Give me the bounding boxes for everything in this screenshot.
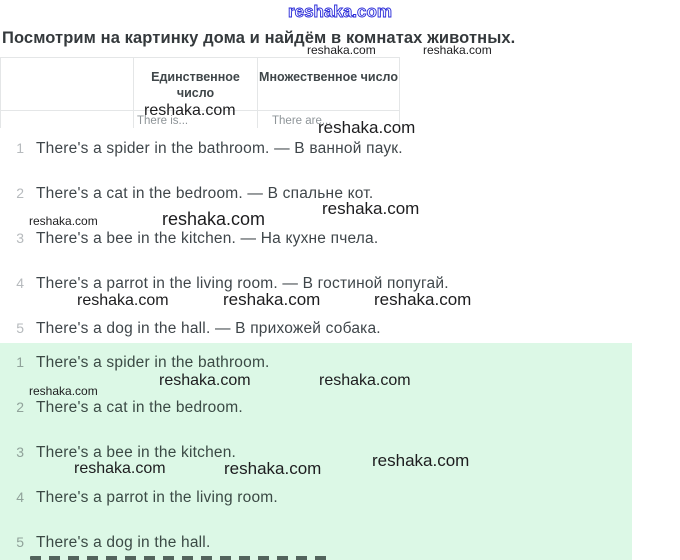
page-title: Посмотрим на картинку дома и найдём в комнатах животных. bbox=[2, 29, 516, 47]
site-watermark-logo: reshaka.com bbox=[288, 2, 392, 21]
site-watermark: reshaka.com bbox=[372, 451, 470, 470]
list-item bbox=[0, 399, 632, 444]
list-item-text: There's a bee in the kitchen. bbox=[36, 444, 237, 461]
list-item bbox=[0, 275, 640, 320]
list-item bbox=[0, 185, 640, 230]
list-item-text: There's a dog in the hall. bbox=[36, 534, 211, 551]
list-item-text: There's a dog in the hall. — В прихожей собака. bbox=[36, 320, 381, 337]
list-item-number: 2 bbox=[16, 399, 24, 415]
site-watermark: reshaka.com bbox=[307, 43, 376, 57]
table-header-singular: Единственное число bbox=[133, 58, 257, 110]
list-item-number: 5 bbox=[16, 534, 24, 550]
table-empty-cell bbox=[1, 110, 133, 128]
table-cell-there-are: There are... bbox=[257, 110, 399, 128]
list-item-text: There's a bee in the kitchen. — На кухне пчела. bbox=[36, 230, 379, 247]
list-item-text: There's a spider in the bathroom. — В ванной паук. bbox=[36, 140, 403, 157]
list-item-text: There's a cat in the bedroom. — В спальне кот. bbox=[36, 185, 374, 202]
list-item bbox=[0, 230, 640, 275]
list-item-number: 3 bbox=[16, 444, 24, 460]
table-empty-header-cell bbox=[1, 58, 133, 110]
site-watermark: reshaka.com bbox=[77, 292, 169, 309]
site-watermark: reshaka.com bbox=[223, 290, 321, 309]
site-watermark: reshaka.com bbox=[322, 199, 420, 218]
list-item bbox=[0, 489, 632, 534]
list-item-number: 1 bbox=[16, 140, 24, 156]
list-item-number: 3 bbox=[16, 230, 24, 246]
site-watermark: reshaka.com bbox=[159, 372, 251, 389]
site-watermark: reshaka.com bbox=[29, 214, 98, 228]
list-item-text: There's a parrot in the living room. bbox=[36, 489, 278, 506]
site-watermark: reshaka.com bbox=[29, 384, 98, 398]
list-item-number: 5 bbox=[16, 320, 24, 336]
site-watermark: reshaka.com bbox=[423, 43, 492, 57]
list-item bbox=[0, 140, 640, 185]
table-header-plural: Множественное число bbox=[257, 58, 399, 110]
list-item bbox=[0, 444, 632, 489]
site-watermark: reshaka.com bbox=[74, 460, 166, 477]
list-item-text: There's a cat in the bedroom. bbox=[36, 399, 243, 416]
grammar-table bbox=[0, 57, 400, 128]
site-watermark: reshaka.com bbox=[162, 209, 266, 229]
site-watermark: reshaka.com bbox=[319, 372, 411, 389]
list-item-number: 2 bbox=[16, 185, 24, 201]
site-watermark: reshaka.com bbox=[224, 459, 322, 478]
site-watermark: reshaka.com bbox=[318, 118, 416, 137]
list-item-number: 4 bbox=[16, 489, 24, 505]
list-item-text: There's a parrot in the living room. — В гостиной попугай. bbox=[36, 275, 449, 292]
list-item-number: 1 bbox=[16, 354, 24, 370]
table-cell-there-is: There is... bbox=[133, 110, 257, 128]
list-item bbox=[0, 354, 632, 399]
list-item-text: There's a spider in the bathroom. bbox=[36, 354, 270, 371]
site-watermark: reshaka.com bbox=[374, 290, 472, 309]
site-watermark: reshaka.com bbox=[144, 102, 236, 119]
list-item-number: 4 bbox=[16, 275, 24, 291]
answer-section bbox=[0, 343, 632, 560]
cropped-next-line bbox=[30, 556, 330, 560]
exercise-list bbox=[0, 140, 640, 365]
